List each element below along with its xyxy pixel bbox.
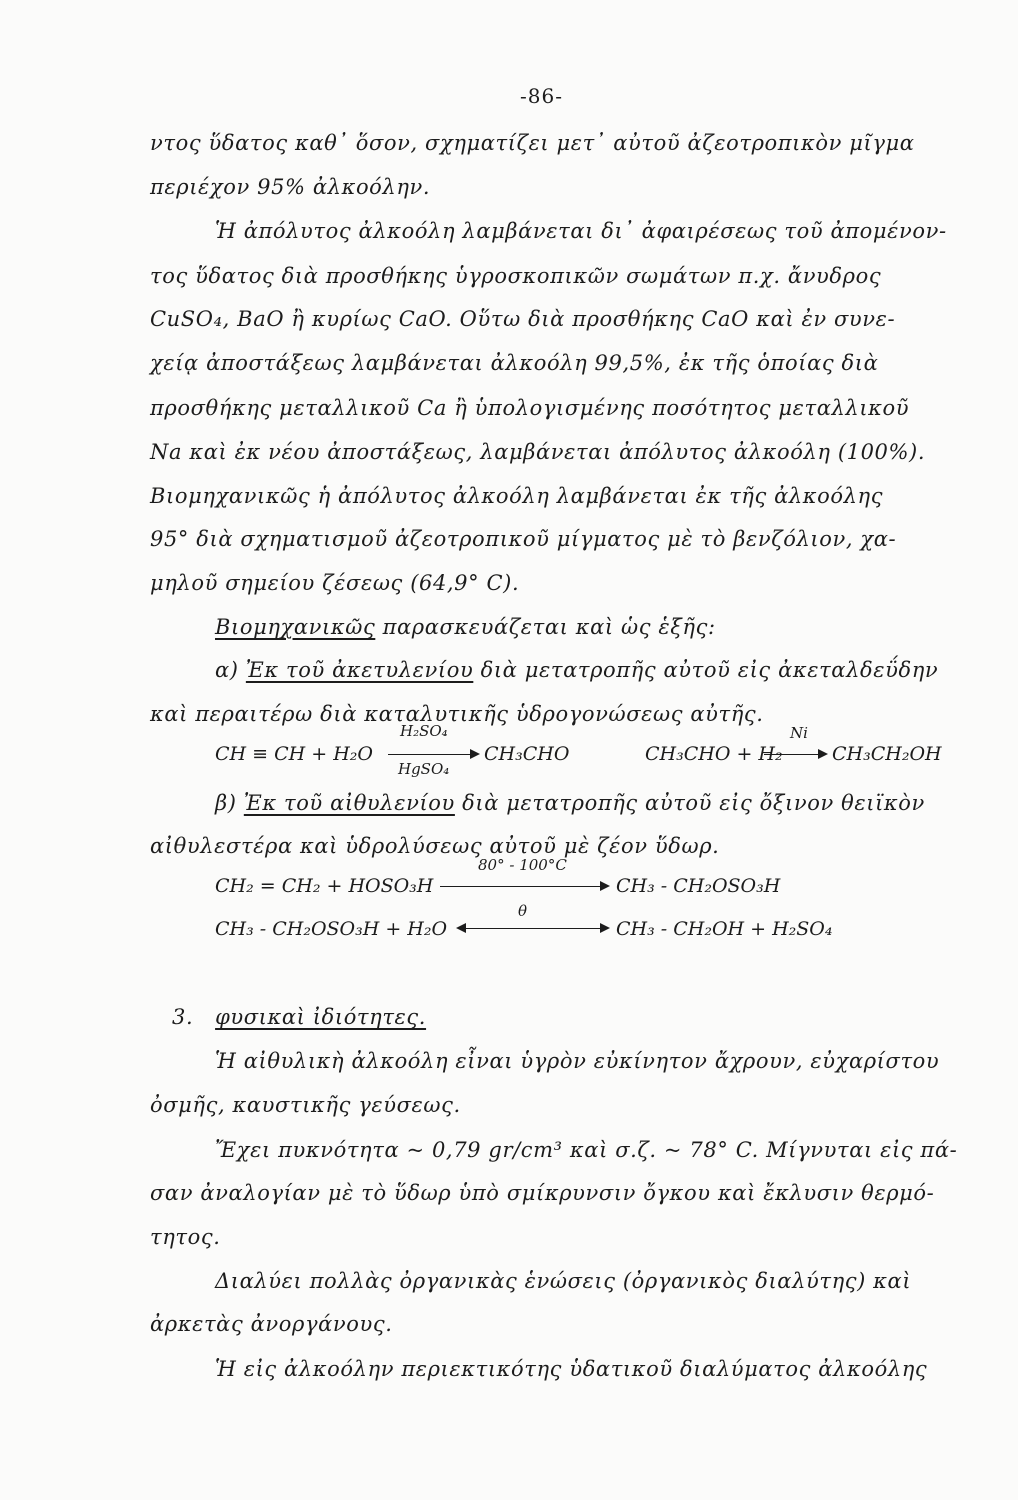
method-b-rest: διὰ μετατροπῆς αὐτοῦ εἰς ὄξινον θειϊκὸν <box>454 791 925 815</box>
method-a-label: α) <box>215 658 246 682</box>
paragraph-2-line-7: Βιομηχανικῶς ἡ ἀπόλυτος ἀλκοόλη λαμβάνεται ἐκ τῆς ἀλκοόλης <box>150 484 884 508</box>
eq3-product: CH₃ - CH₂OSO₃H <box>616 875 781 897</box>
eq1-reactants: CH ≡ CH + H₂O <box>215 743 373 765</box>
paragraph-4-line-1: Ἔχει πυκνότητα ~ 0,79 gr/cm³ καὶ σ.ζ. ~ 78° C. Μίγνυται εἰς πά- <box>215 1138 958 1162</box>
eq3-condition-above: 80° - 100°C <box>478 856 567 874</box>
eq1-product: CH₃CHO <box>484 743 570 765</box>
eq2-reactants: CH₃CHO + H₂ <box>645 743 783 765</box>
paragraph-4-line-2: σαν ἀναλογίαν μὲ τὸ ὕδωρ ὑπὸ σμίκρυνσιν ὄγκου καὶ ἔκλυσιν θερμό- <box>150 1181 935 1205</box>
eq2-product: CH₃CH₂OH <box>832 743 942 765</box>
paragraph-2-line-3: CuSO₄, BaO ἢ κυρίως CaO. Οὕτω διὰ προσθήκης CaO καὶ ἐν συνε- <box>150 307 896 331</box>
industrial-heading-rest: παρασκευάζεται καὶ ὡς ἑξῆς: <box>375 615 716 639</box>
paragraph-2-line-5: προσθήκης μεταλλικοῦ Ca ἢ ὑπολογισμένης ποσότητος μεταλλικοῦ <box>150 396 910 420</box>
method-a-rest: διὰ μετατροπῆς αὐτοῦ εἰς ἀκεταλδεΰδην <box>473 658 939 682</box>
method-b-label: β) <box>215 791 244 815</box>
method-a-line-1 <box>215 657 938 683</box>
paragraph-2-line-2: τος ὕδατος διὰ προσθήκης ὑγροσκοπικῶν σωμάτων π.χ. ἄνυδρος <box>150 264 882 288</box>
eq4-product: CH₃ - CH₂OH + H₂SO₄ <box>616 918 833 940</box>
eq3-arrow <box>440 886 608 887</box>
paragraph-2-line-6: Na καὶ ἐκ νέου ἀποστάξεως, λαμβάνεται ἀπόλυτος ἀλκοόλη (100%). <box>150 440 926 464</box>
method-a-title: Ἐκ τοῦ ἀκετυλενίου <box>245 658 474 682</box>
eq2-arrow <box>764 754 826 755</box>
industrial-heading-line <box>215 614 716 640</box>
section-3-title: φυσικαὶ ἰδιότητες. <box>215 1005 427 1029</box>
industrial-heading: Βιομηχανικῶς <box>215 615 376 639</box>
eq4-reactants: CH₃ - CH₂OSO₃H + H₂O <box>215 918 448 940</box>
section-3-number: 3. <box>172 1005 194 1029</box>
eq3-reactants: CH₂ = CH₂ + HOSO₃H <box>215 875 434 897</box>
paragraph-5-line-2: ἀρκετὰς ἀνοργάνους. <box>150 1312 393 1336</box>
paragraph-2-line-8: 95° διὰ σχηματισμοῦ ἀζεοτροπικοῦ μίγματος μὲ τὸ βενζόλιον, χα- <box>150 527 897 551</box>
eq4-condition-above: θ <box>518 902 528 920</box>
paragraph-2-line-1: Ἡ ἀπόλυτος ἀλκοόλη λαμβάνεται δι᾽ ἀφαιρέσεως τοῦ ἀπομένον- <box>215 219 947 243</box>
eq2-catalyst-above: Ni <box>790 724 808 742</box>
eq1-catalyst-above: H₂SO₄ <box>400 722 448 740</box>
paragraph-1-line-1: ντος ὕδατος καθ᾽ ὅσον, σχηματίζει μετ᾽ αὐτοῦ ἀζεοτροπικὸν μῖγμα <box>150 131 915 155</box>
page-number: -86- <box>520 84 563 108</box>
paragraph-3-line-1: Ἡ αἰθυλικὴ ἀλκοόλη εἶναι ὑγρὸν εὐκίνητον ἄχρουν, εὐχαρίστου <box>215 1049 940 1073</box>
method-a-line-2: καὶ περαιτέρω διὰ καταλυτικῆς ὑδρογονώσεως αὐτῆς. <box>150 702 764 726</box>
eq1-arrow <box>388 754 478 755</box>
section-3-heading <box>172 1004 426 1030</box>
method-b-line-1 <box>215 790 925 816</box>
eq4-arrow <box>458 928 608 929</box>
method-b-line-2: αἰθυλεστέρα καὶ ὑδρολύσεως αὐτοῦ μὲ ζέον ὕδωρ. <box>150 834 720 858</box>
paragraph-5-line-1: Διαλύει πολλὰς ὀργανικὰς ἑνώσεις (ὀργανικὸς διαλύτης) καὶ <box>215 1269 912 1293</box>
method-b-title: Ἐκ τοῦ αἰθυλενίου <box>243 791 455 815</box>
paragraph-1-line-2: περιέχον 95% ἀλκοόλην. <box>150 175 431 199</box>
paragraph-6-line-1: Ἡ εἰς ἀλκοόλην περιεκτικότης ὑδατικοῦ διαλύματος ἀλκοόλης <box>215 1357 928 1381</box>
paragraph-2-line-4: χείᾳ ἀποστάξεως λαμβάνεται ἀλκοόλη 99,5%, ἐκ τῆς ὁποίας διὰ <box>150 351 879 375</box>
paragraph-3-line-2: ὀσμῆς, καυστικῆς γεύσεως. <box>150 1093 461 1117</box>
paragraph-4-line-3: τητος. <box>150 1225 221 1249</box>
eq1-catalyst-below: HgSO₄ <box>398 760 450 778</box>
paragraph-2-line-9: μηλοῦ σημείου ζέσεως (64,9° C). <box>150 571 520 595</box>
